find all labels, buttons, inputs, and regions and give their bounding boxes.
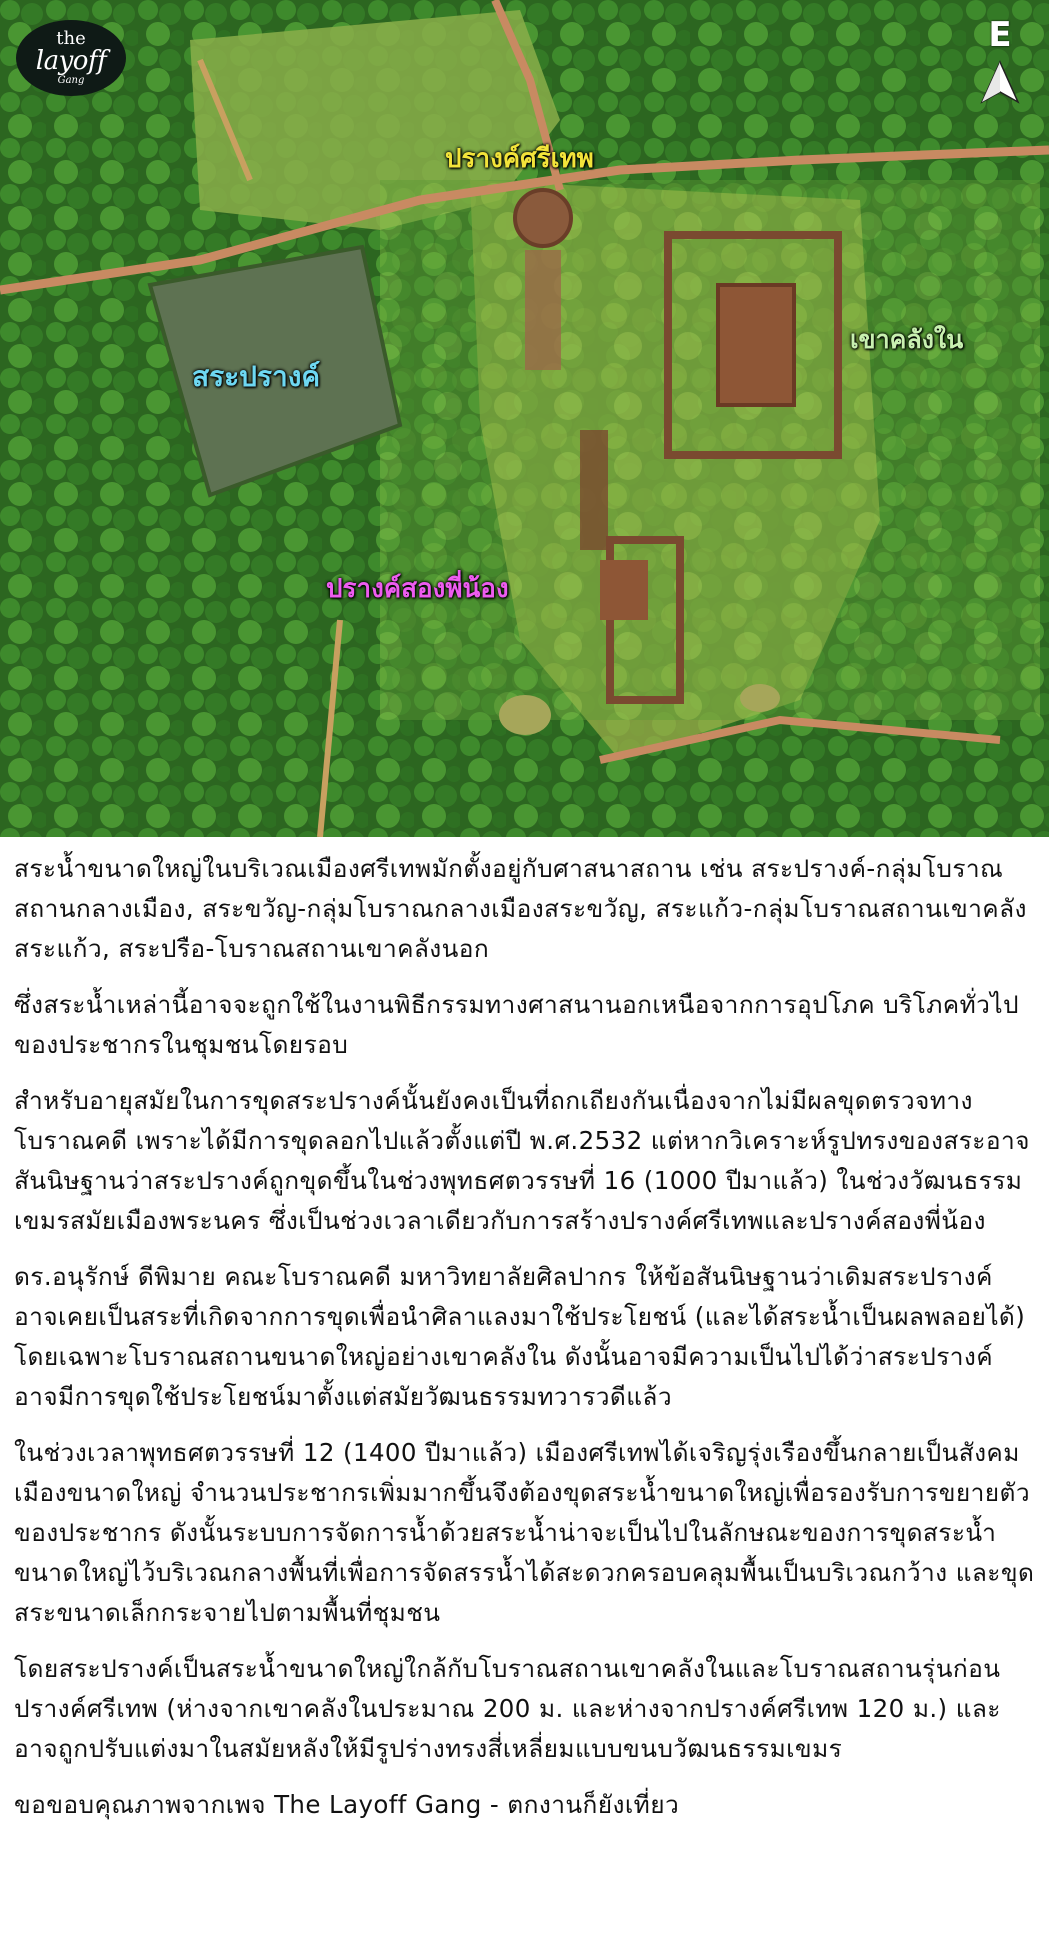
paragraph: ดร.อนุรักษ์ ดีพิมาย คณะโบราณคดี มหาวิทยาลัยศิลปากร ให้ข้อสันนิษฐานว่าเดิมสระปรางค์อาจเคยเป็นสระที่เกิดจากการขุดเพื่อนำศิลาแลงมาใช้ประโยชน์ (และได้สระน้ำเป็นผลพลอยได้) โดยเฉพาะโบราณสถานขนาดใหญ่อย่างเขาคลังใน ดังนั้นอาจมีความเป็นไปได้ว่าสระปรางค์อาจมีการขุดใช้ประโยชน์มาตั้งแต่สมัยวัฒนธรรมทวารวดีแล้ว [14,1262,1026,1411]
label-khao-khlang-nai: เขาคลังใน [850,325,964,354]
paragraph: ในช่วงเวลาพุทธศตวรรษที่ 12 (1400 ปีมาแล้ว) เมืองศรีเทพได้เจริญรุ่งเรืองขึ้นกลายเป็นสังคมเมืองขนาดใหญ่ จำนวนประชากรเพิ่มมากขึ้นจึงต้องขุดสระน้ำขนาดใหญ่เพื่อรองรับการขยายตัวของประชากร ดังนั้นระบบการจัดการน้ำด้วยสระน้ำน่าจะเป็นไปในลักษณะของการขุดสระน้ำขนาดใหญ่ไว้บริเวณกลางพื้นที่เพื่อการจัดสรรน้ำได้สะดวกครอบคลุมพื้นเป็นบริเวณกว้าง และขุดสระขนาดเล็กกระจายไปตามพื้นที่ชุมชน [14,1438,1035,1627]
the-layoff-gang-logo: the layoff Gang [16,20,126,96]
compass-direction-label: E [988,15,1012,55]
paragraph: สระน้ำขนาดใหญ่ในบริเวณเมืองศรีเทพมักตั้งอยู่กับศาสนาสถาน เช่น สระปรางค์-กลุ่มโบราณสถานกลางเมือง, สระขวัญ-กลุ่มโบราณกลางเมืองสระขวัญ, สระแก้ว-กลุ่มโบราณสถานเขาคลังสระแก้ว, สระปรือ-โบราณสถานเขาคลังนอก [14,854,1027,963]
article-body [0,837,1049,1825]
label-prang-srithep: ปรางค์ศรีเทพ [445,144,594,174]
paragraph: ซึ่งสระน้ำเหล่านี้อาจจะถูกใช้ในงานพิธีกรรมทางศาสนานอกเหนือจากการอุปโภค บริโภคทั่วไปของประชากรในชุมชนโดยรอบ [14,990,1019,1059]
label-prang-song-phi-nong: ปรางค์สองพี่น้อง [326,574,509,604]
label-sa-prang: สระปรางค์ [192,360,321,393]
compass [975,15,1025,113]
paragraph: โดยสระปรางค์เป็นสระน้ำขนาดใหญ่ใกล้กับโบราณสถานเขาคลังในและโบราณสถานรุ่นก่อนปรางค์ศรีเทพ (ห่างจากเขาคลังในประมาณ 200 ม. และห่างจากปรางค์ศรีเทพ 120 ม.) และอาจถูกปรับแต่งมาในสมัยหลังให้มีรูปร่างทรงสี่เหลี่ยมแบบขนบวัฒนธรรมเขมร [14,1654,1001,1763]
aerial-photo [0,0,1049,837]
aerial-landscape [0,0,1049,837]
north-arrow-icon [980,60,1020,104]
paragraph: สำหรับอายุสมัยในการขุดสระปรางค์นั้นยังคงเป็นที่ถกเถียงกันเนื่องจากไม่มีผลขุดตรวจทางโบราณคดี เพราะได้มีการขุดลอกไปแล้วตั้งแต่ปี พ.ศ.2532 แต่หากวิเคราะห์รูปทรงของสระอาจสันนิษฐานว่าสระปรางค์ถูกขุดขึ้นในช่วงพุทธศตวรรษที่ 16 (1000 ปีมาแล้ว) ในช่วงวัฒนธรรมเขมรสมัยเมืองพระนคร ซึ่งเป็นช่วงเวลาเดียวกับการสร้างปรางค์ศรีเทพและปรางค์สองพี่น้อง [14,1086,1030,1235]
photo-credit: ขอขอบคุณภาพจากเพจ The Layoff Gang - ตกงานก็ยังเที่ยว [14,1790,680,1819]
